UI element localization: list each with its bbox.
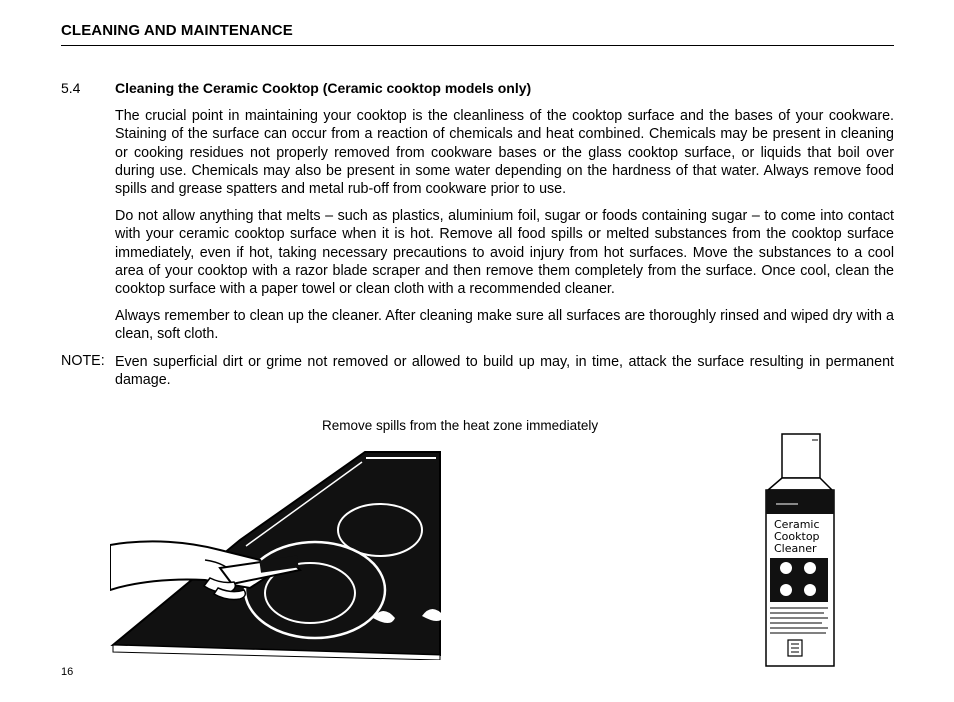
note-label: NOTE: <box>61 353 105 369</box>
section-header: CLEANING AND MAINTENANCE <box>61 22 894 46</box>
ceramic-cleaner-bottle-illustration <box>762 432 838 670</box>
bottle-label-line-1: Ceramic <box>774 518 820 531</box>
paragraph-2: Do not allow anything that melts – such as plastics, aluminium foil, sugar or foods containing sugar – to come into contact with your ceramic cooktop surface when it is hot. Remove all food spills or melted substances from the cooktop surface immediately, even if hot, taking necessary precautions to avoid injury from hot surfaces. Move the substances to a cool area of your cooktop with a razor blade scraper and then remove them completely from the surface. Once cool, clean the cooktop surface with a paper towel or clean cloth with a recommended cleaner. <box>115 208 894 298</box>
paragraph-3: Always remember to clean up the cleaner. After cleaning make sure all surfaces are thoroughly rinsed and wiped dry with a clean, soft cloth. <box>115 308 894 343</box>
illustration-caption: Remove spills from the heat zone immediately <box>322 418 599 433</box>
bottle-label-line-3: Cleaner <box>774 542 817 555</box>
section-number: 5.4 <box>61 80 81 96</box>
note-text: Even superficial dirt or grime not removed or allowed to build up may, in time, attack the surface resulting in permanent damage. <box>115 354 894 389</box>
paragraph-1: The crucial point in maintaining your cooktop is the cleanliness of the cooktop surface and the bases of your cookware. Staining of the surface can occur from a reaction of chemicals and heat combined. Chemicals may be present in cleaning or cooking residues not properly removed from cookware bases or the glass cooktop surface, or liquids that boil over during use. Chemicals may also be present in some water depending on the hardness of that water. Always remove food spills and grease spatters and metal rub-off from cookware prior to use. <box>115 108 894 198</box>
cooktop-scraper-illustration <box>110 450 450 660</box>
section-title: Cleaning the Ceramic Cooktop (Ceramic cooktop models only) <box>115 80 532 96</box>
page-number: 16 <box>61 666 74 678</box>
bottle-label-line-2: Cooktop <box>774 530 820 543</box>
